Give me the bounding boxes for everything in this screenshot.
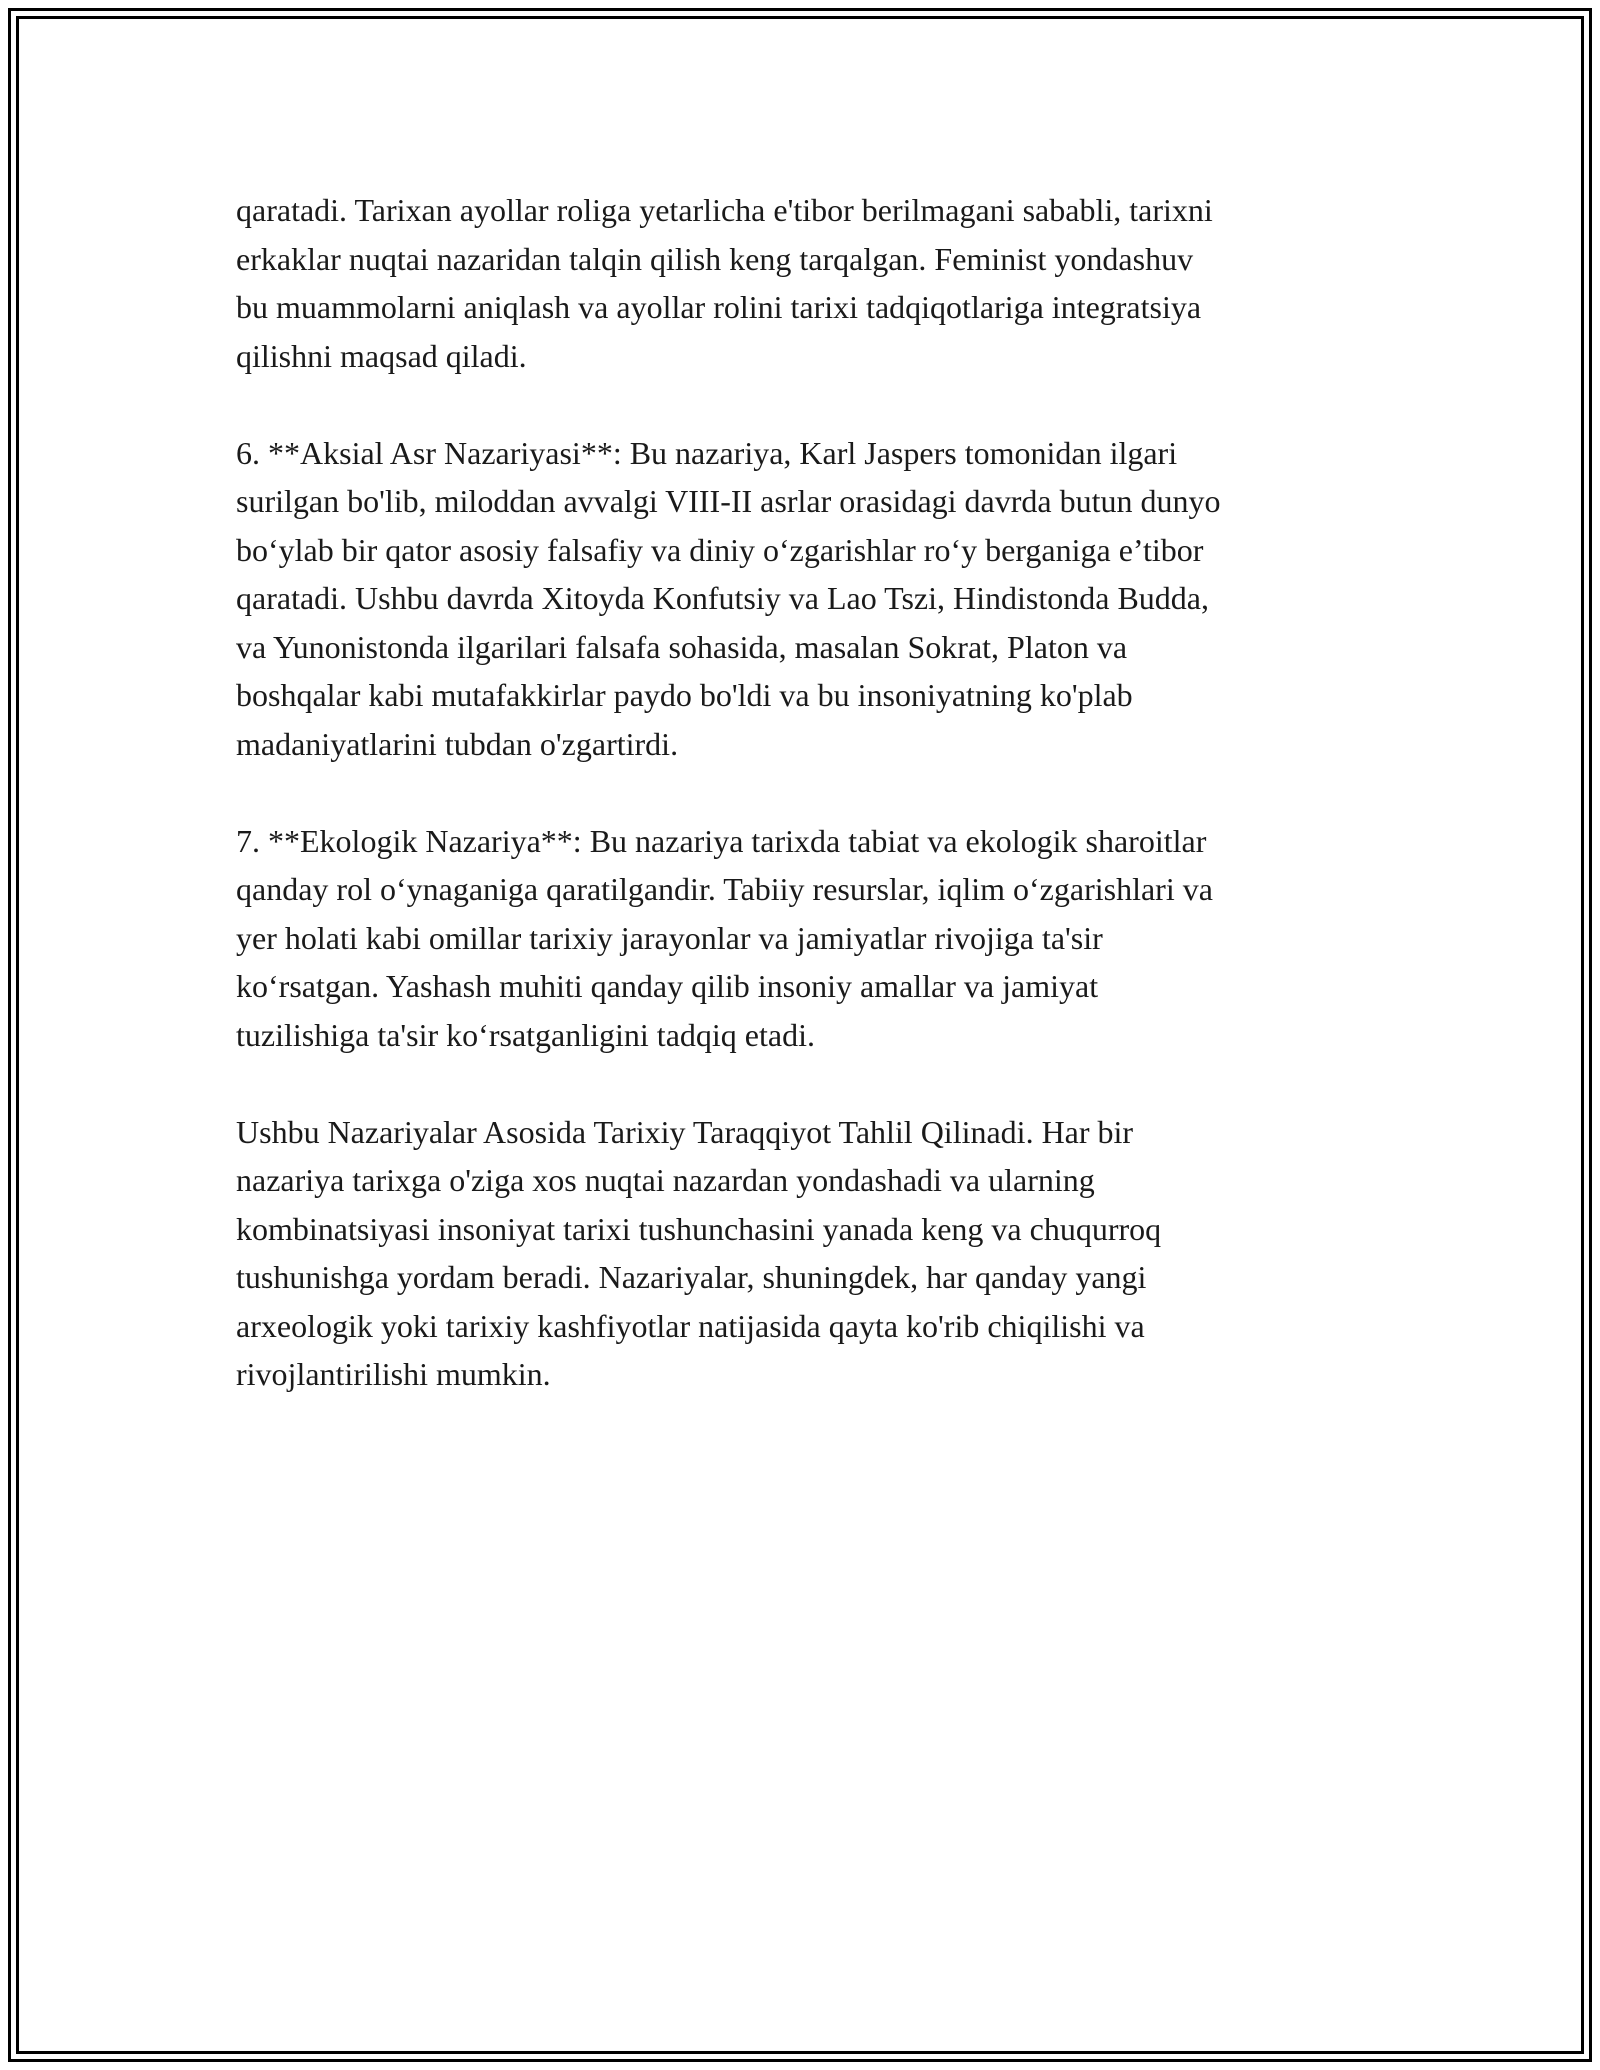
text-line: surilgan bo'lib, miloddan avvalgi VIII-II asrlar orasidagi davrda butun dunyo [236,483,1221,519]
text-line: erkaklar nuqtai nazaridan talqin qilish keng tarqalgan. Feminist yondashuv [236,240,1194,277]
text-line: qilishni maqsad qiladi. [236,337,527,374]
text-line: qanday rol o‘ynaganiga qaratilgandir. Tabiiy resurslar, iqlim o‘zgarishlari va [236,871,1213,907]
paragraph-axial-age-theory [236,429,1386,769]
text-line: tushunishga yordam beradi. Nazariyalar, shuningdek, har qanday yangi [236,1259,1147,1295]
text-line: ko‘rsatgan. Yashash muhiti qanday qilib insoniy amallar va jamiyat [236,968,1099,1004]
text-line: kombinatsiyasi insoniyat tarixi tushunchasini yanada keng va chuqurroq [236,1210,1162,1247]
text-line: arxeologik yoki tarixiy kashfiyotlar natijasida qayta ko'rib chiqilishi va [236,1307,1145,1344]
text-line: 7. **Ekologik Nazariya**: Bu nazariya tarixda tabiat va ekologik sharoitlar [236,822,1207,859]
text-line: yer holati kabi omillar tarixiy jarayonlar va jamiyatlar rivojiga ta'sir [236,919,1103,956]
text-line: nazariya tarixga o'ziga xos nuqtai nazardan yondashadi va ularning [236,1162,1095,1198]
text-line: qaratadi. Ushbu davrda Xitoyda Konfutsiy va Lao Tszi, Hindistonda Budda, [236,580,1209,616]
text-line: madaniyatlarini tubdan o'zgartirdi. [236,725,679,762]
text-line: boshqalar kabi mutafakkirlar paydo bo'ldi va bu insoniyatning ko'plab [236,677,1133,713]
text-line: bu muammolarni aniqlash va ayollar rolini tarixi tadqiqotlariga integratsiya [236,289,1202,325]
text-line: Ushbu Nazariyalar Asosida Tarixiy Taraqqiyot Tahlil Qilinadi. Har bir [236,1113,1134,1150]
text-line: va Yunonistonda ilgarilari falsafa sohasida, masalan Sokrat, Platon va [236,628,1128,665]
paragraph-feminist-continuation [236,186,1386,380]
text-line: 6. **Aksial Asr Nazariyasi**: Bu nazariya, Karl Jaspers tomonidan ilgari [236,434,1178,471]
text-line: rivojlantirilishi mumkin. [236,1356,551,1392]
text-line: bo‘ylab bir qator asosiy falsafiy va diniy o‘zgarishlar ro‘y berganiga e’tibor [236,531,1204,568]
paragraph-conclusion [236,1108,1386,1399]
paragraph-ecological-theory [236,817,1386,1060]
document-body [236,186,1386,1447]
text-line: tuzilishiga ta'sir ko‘rsatganligini tadqiq etadi. [236,1016,815,1053]
text-line: qaratadi. Tarixan ayollar roliga yetarlicha e'tibor berilmagani sababli, tarixni [236,192,1213,228]
